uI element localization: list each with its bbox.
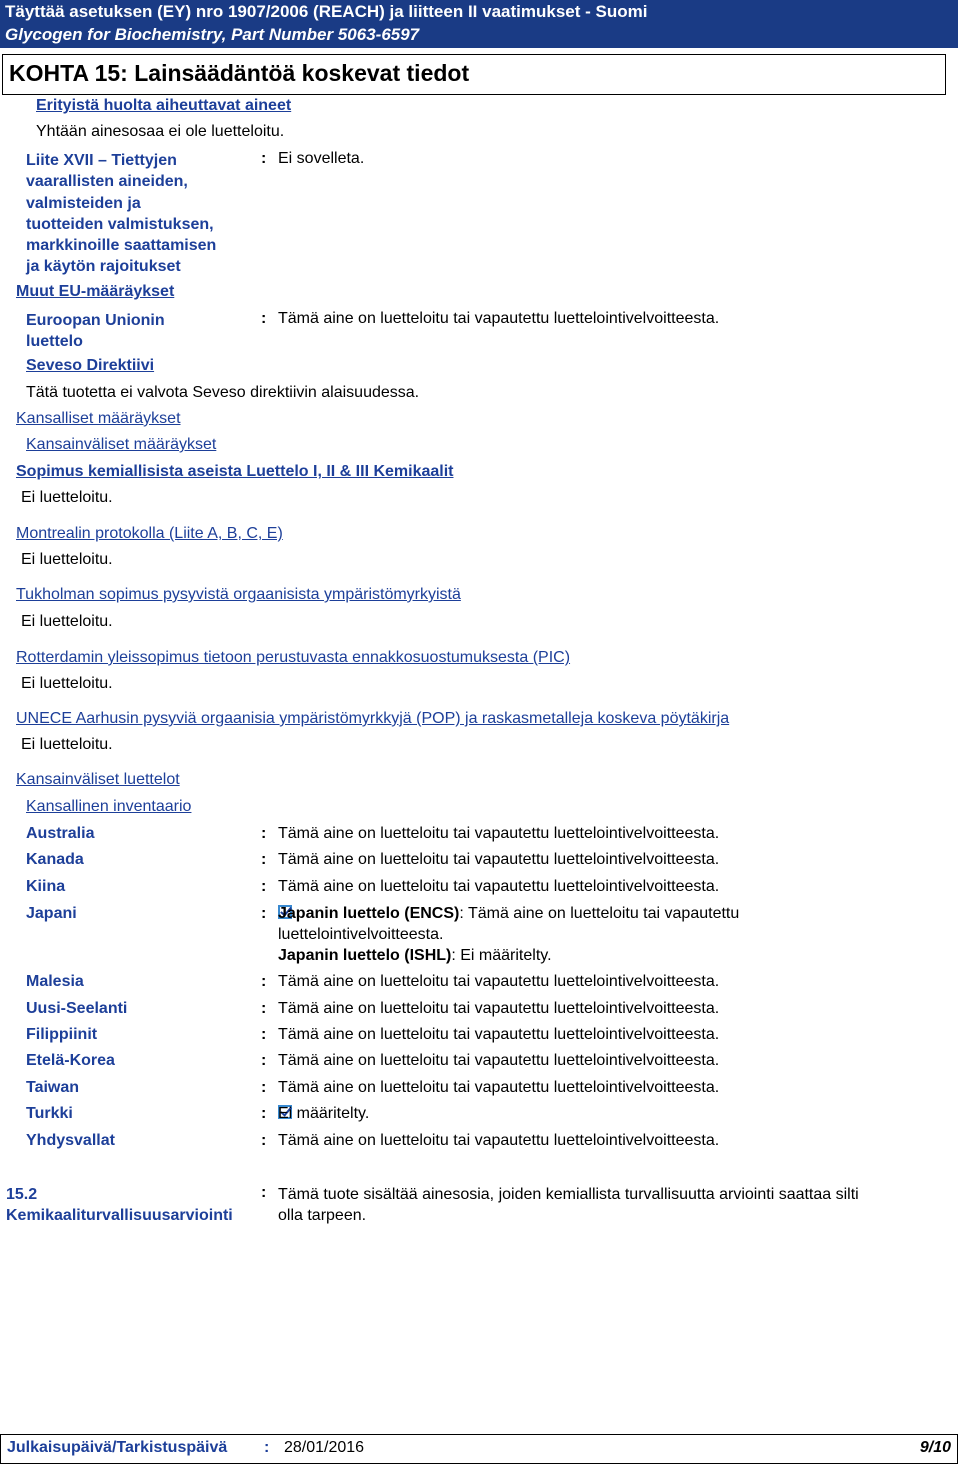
inventory-colon: : [261,1052,267,1069]
inventories-heading[interactable]: Kansainväliset luettelot [16,771,180,788]
csa-value: Tämä tuote sisältää ainesosia, joiden kemiallista turvallisuutta arviointi saattaa silti olla tarpeen. [278,1186,859,1224]
inventory-colon: : [261,1000,267,1017]
inventory-value-turkki: Ei määritelty. [278,1105,370,1122]
montreal-heading[interactable]: Montrealin protokolla (Liite A, B, C, E) [16,525,283,542]
inventory-value-uusi-seelanti: Tämä aine on luetteloitu tai vapautettu luettelointivelvoitteesta. [278,1000,720,1017]
footer-date: 28/01/2016 [284,1439,365,1456]
inventory-value-kanada: Tämä aine on luetteloitu tai vapautettu luettelointivelvoitteesta. [278,851,720,868]
inventory-colon: : [261,1026,267,1043]
japan-ishl [278,947,552,965]
international-heading[interactable]: Kansainväliset määräykset [26,436,217,453]
inventory-colon: : [261,1105,267,1122]
japan-encs-label: Japanin luettelo (ENCS) [278,905,460,922]
csa-colon: : [261,1184,267,1201]
inventory-value-malesia: Tämä aine on luetteloitu tai vapautettu luettelointivelvoitteesta. [278,973,720,990]
inventory-value-yhdysvallat: Tämä aine on luetteloitu tai vapautettu luettelointivelvoitteesta. [278,1132,720,1149]
eu-list-value: Tämä aine on luetteloitu tai vapautettu luettelointivelvoitteesta. [278,310,720,327]
japan-ishl-value: : Ei määritelty. [451,947,552,964]
document-header-title: Täyttää asetuksen (EY) nro 1907/2006 (REACH) ja liitteen II vaatimukset - Suomi [0,0,958,24]
cwc-value: Ei luetteloitu. [21,489,113,506]
inventory-country-turkki: Turkki [26,1105,73,1122]
inventory-colon: : [261,878,267,895]
unece-heading[interactable]: UNECE Aarhusin pysyviä orgaanisia ympäristömyrkkyjä (POP) ja raskasmetalleja koskeva pöytäkirja [16,710,730,727]
inventory-colon: : [261,973,267,990]
inventory-country-filippiinit: Filippiinit [26,1026,98,1043]
national-heading[interactable]: Kansalliset määräykset [16,410,181,427]
seveso-heading[interactable]: Seveso Direktiivi [26,357,155,374]
cwc-heading[interactable]: Sopimus kemiallisista aseista Luettelo I, II & III Kemikaalit [16,463,454,480]
inventory-country-kanada: Kanada [26,851,84,868]
section-title: KOHTA 15: Lainsäädäntöä koskevat tiedot [9,60,470,86]
japan-encs-value-cont: luettelointivelvoitteesta. [278,926,444,943]
stockholm-heading[interactable]: Tukholman sopimus pysyvistä orgaanisista ympäristömyrkyistä [16,586,461,603]
eu-list-label: Euroopan Unionin luettelo [26,312,165,350]
unece-value: Ei luetteloitu. [21,736,113,753]
inventory-country-etela-korea: Etelä-Korea [26,1052,115,1069]
page-number: 9/10 [919,1439,951,1456]
other-eu-heading[interactable]: Muut EU-määräykset [16,283,175,300]
inventory-colon: : [261,1079,267,1096]
rotterdam-value: Ei luetteloitu. [21,675,113,692]
inventory-country-taiwan: Taiwan [26,1079,80,1096]
inventory-country-malesia: Malesia [26,973,84,990]
inventory-country-australia: Australia [26,825,95,842]
inventory-colon: : [261,825,267,842]
inventory-country-uusi-seelanti: Uusi-Seelanti [26,1000,128,1017]
japan-ishl-label: Japanin luettelo (ISHL) [278,947,452,964]
rotterdam-heading[interactable]: Rotterdamin yleissopimus tietoon perustuvasta ennakkosuostumuksesta (PIC) [16,649,571,666]
inventory-value-taiwan: Tämä aine on luetteloitu tai vapautettu luettelointivelvoitteesta. [278,1079,720,1096]
csa-label: 15.2 Kemikaaliturvallisuusarviointi [6,1186,233,1224]
stockholm-value: Ei luetteloitu. [21,613,113,630]
inventory-country-yhdysvallat: Yhdysvallat [26,1132,115,1149]
annex17-value: Ei sovelleta. [278,150,365,167]
annex17-colon: : [261,150,267,167]
footer-date-label: Julkaisupäivä/Tarkistuspäivä [7,1439,228,1456]
inventory-value-etela-korea: Tämä aine on luetteloitu tai vapautettu luettelointivelvoitteesta. [278,1052,720,1069]
inventory-colon: : [261,851,267,868]
inventory-value-australia: Tämä aine on luetteloitu tai vapautettu luettelointivelvoitteesta. [278,825,720,842]
product-identifier: Glycogen for Biochemistry, Part Number 5063-6597 [0,24,958,48]
inventory-value-filippiinit: Tämä aine on luetteloitu tai vapautettu luettelointivelvoitteesta. [278,1026,720,1043]
seveso-text: Tätä tuotetta ei valvota Seveso direktiivin alaisuudessa. [26,384,420,401]
national-inventory-subheading[interactable]: Kansallinen inventaario [26,798,192,815]
inventory-country-kiina: Kiina [26,878,66,895]
section-title-box [2,54,946,95]
svhc-heading[interactable]: Erityistä huolta aiheuttavat aineet [36,97,292,114]
inventory-colon: : [261,905,267,922]
japan-encs-value: : Tämä aine on luetteloitu tai vapautettu [459,905,740,922]
page-footer [0,1434,958,1464]
inventory-colon: : [261,1132,267,1149]
inventory-country-japani: Japani [26,905,77,922]
montreal-value: Ei luetteloitu. [21,551,113,568]
svhc-text: Yhtään ainesosaa ei ole luetteloitu. [36,123,285,140]
annex17-label: Liite XVII – Tiettyjen vaarallisten aineiden, valmisteiden ja tuotteiden valmistuksen, markkinoille saattamisen ja käytön rajoitukset [26,152,217,276]
japan-encs [278,905,739,923]
inventory-value-kiina: Tämä aine on luetteloitu tai vapautettu luettelointivelvoitteesta. [278,878,720,895]
eu-list-colon: : [261,310,267,327]
footer-colon: : [264,1439,270,1456]
